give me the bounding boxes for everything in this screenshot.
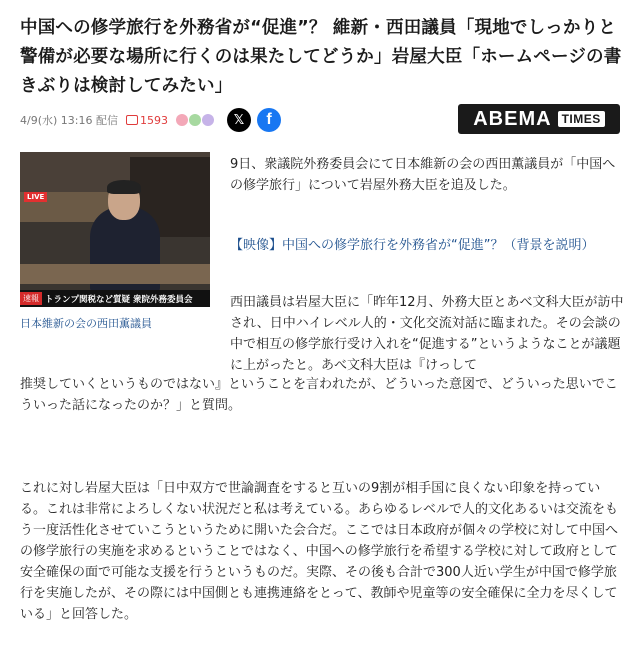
article-meta — [20, 108, 281, 132]
logo-sub: TIMES — [558, 111, 605, 127]
video-link[interactable]: 【映像】中国への修学旅行を外務省が“促進”？（背景を説明） — [230, 238, 595, 253]
banner-text: トランプ関税など質疑 衆院外務委員会 — [45, 294, 193, 305]
headline: 中国への修学旅行を外務省が“促進”？ 維新・西田議員「現地でしっかりと警備が必要な場所に行くのは果たしてどうか」岩屋大臣「ホームページの書きぶりは検討してみたい」 — [20, 18, 622, 96]
live-badge: LIVE — [24, 192, 47, 202]
comment-count: 1593 — [139, 113, 168, 127]
reaction-face-icon — [202, 114, 214, 126]
publish-date: 4/9(水) 13:16 配信 — [20, 114, 118, 127]
photo-banner — [20, 290, 210, 307]
comment-icon — [126, 115, 138, 125]
paragraph-1: 9日、衆議院外務委員会にて日本維新の会の西田薫議員が「中国への修学旅行」について岩屋外務大臣を追及した。 — [230, 157, 616, 193]
paragraph-2-continued: 推奨していくというものではない』ということを言われたが、どういった意図で、どういった思いでこういった話になったのか？」と質問。 — [20, 377, 618, 413]
photo-caption: 日本維新の会の西田薫議員 — [20, 317, 152, 330]
share-x-button[interactable]: 𝕏 — [227, 108, 251, 132]
comment-link[interactable] — [126, 114, 168, 127]
reaction-face-icon — [176, 114, 188, 126]
paragraph-3: これに対し岩屋大臣は「日中双方で世論調査をすると互いの9割が相手国に良くない印象を持っている。これは非常によろしくない状況だと私は考えている。あらゆるレベルで人的文化あるいは交流をもう一度活性化させていこうというために開いた会合だ。ここでは日本政府が個々の学校に対して中国への修学旅行の実施を求めるということではなく、中国への修学旅行を希望する学校に対して政府として安全確保の面で可能な支援を行うというものだ。実際、その後も合計で300人近い学生が中国で修学旅行を実施したが、その際には中国側とも連携連絡をとって、教師や児童等の安全確保に全力を尽くしている」と回答した。 — [20, 481, 619, 622]
share-facebook-button[interactable]: f — [257, 108, 281, 132]
reaction-icons[interactable] — [176, 114, 215, 126]
article-photo[interactable] — [20, 152, 210, 307]
paragraph-2: 西田議員は岩屋大臣に「昨年12月、外務大臣とあべ文科大臣が訪中され、日中ハイレベル人的・文化交流対話に臨まれた。その会談の中で相互の修学旅行受け入れを“促進する”というようなことが議題に上がったと。あべ文科大臣は『けっして — [230, 295, 624, 373]
breaking-tag: 速報 — [20, 292, 42, 305]
logo-main: ABEMA — [473, 107, 552, 130]
abema-times-logo[interactable] — [458, 104, 620, 134]
article-figure — [20, 152, 210, 331]
reaction-face-icon — [189, 114, 201, 126]
